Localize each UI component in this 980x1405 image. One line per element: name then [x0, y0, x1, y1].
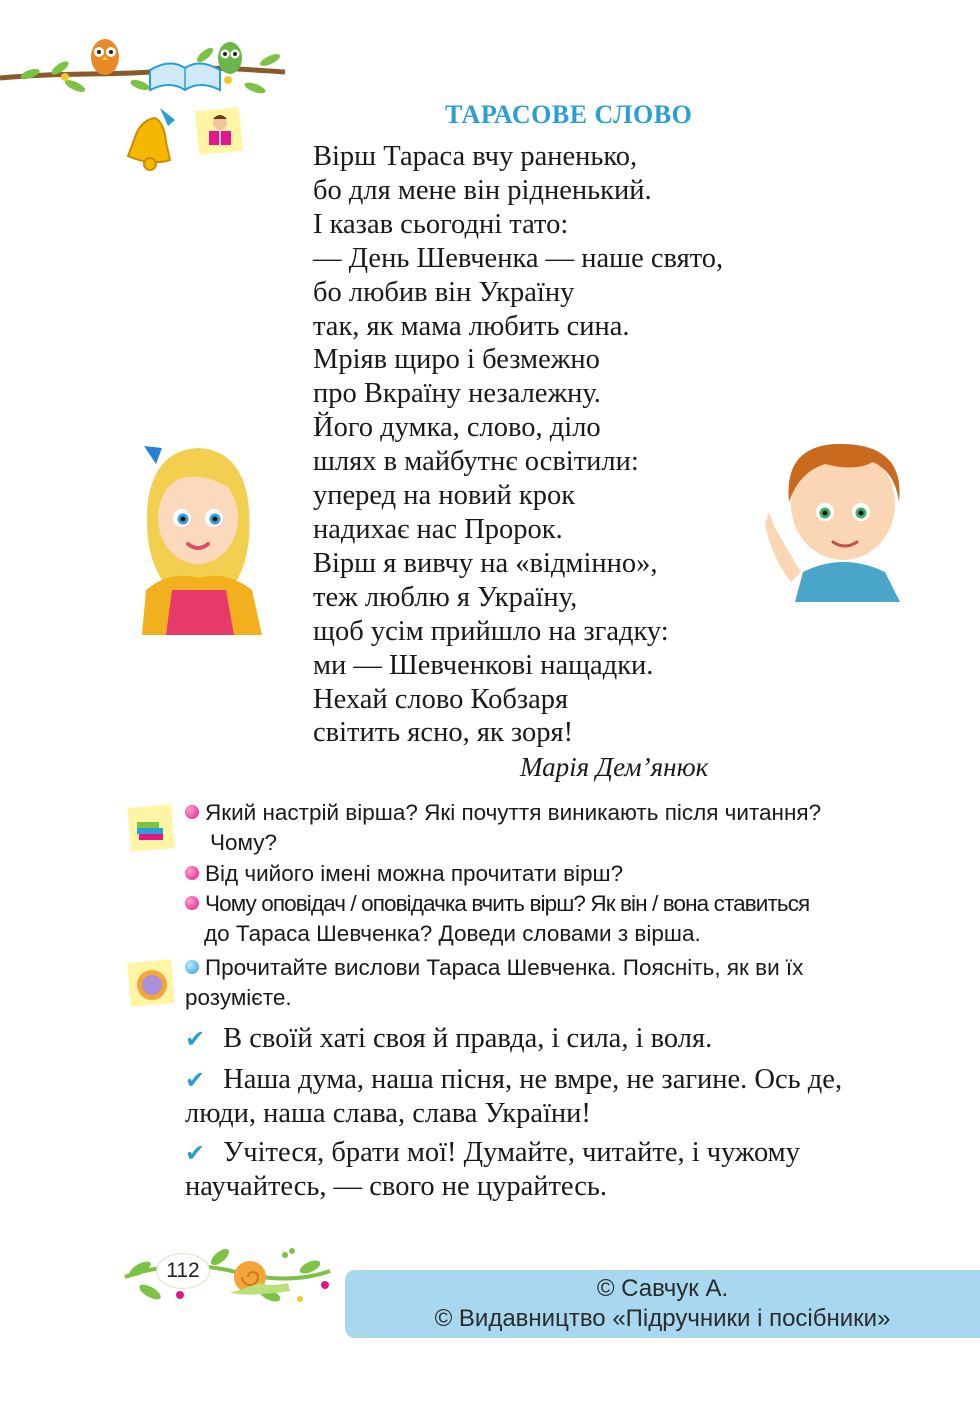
poem-line: Його думка, слово, діло — [313, 412, 601, 444]
books-note-icon — [125, 800, 179, 856]
question-text: Який настрій вірша? Які почуття виникають після читання? — [205, 800, 822, 825]
poem-line: світить ясно, як зоря! — [313, 717, 574, 749]
question-2 — [185, 859, 623, 889]
branch-with-owls-and-book — [0, 30, 290, 110]
copyright-box — [345, 1270, 980, 1338]
quote-text: В своїй хаті своя й правда, і сила, і воля. — [223, 1023, 713, 1054]
poem-line: шлях в майбутнє освітили: — [313, 446, 639, 478]
poem-line: Нехай слово Кобзаря — [313, 683, 569, 715]
quote-text: Наша дума, наша пісня, не вмре, не загине. Ось де, люди, наша слава, слава України! — [185, 1064, 843, 1129]
poem-line: Мріяв щиро і безмежно — [313, 344, 600, 376]
quote-text: Учітеся, брати мої! Думайте, читайте, і чужому научайтесь, — свого не цурайтесь. — [185, 1137, 800, 1202]
poem-line: бо для мене він рідненький. — [313, 174, 652, 206]
check-icon: ✔ — [185, 1066, 206, 1094]
poem-line: так, як мама любить сина. — [313, 310, 630, 342]
bullet-icon — [185, 866, 199, 880]
boy-illustration — [755, 432, 920, 602]
check-icon: ✔ — [185, 1139, 206, 1167]
poem-line: бо любив він Україну — [313, 276, 575, 308]
page-number: 112 — [156, 1253, 210, 1289]
question-1 — [185, 798, 925, 828]
palette-note-icon — [125, 955, 179, 1011]
poem-line: ми — Шевченкові нащадки. — [313, 649, 654, 681]
question-3-cont: до Тараса Шевченка? Доведи словами з вірша. — [204, 921, 701, 946]
poem-line: Вірш я вивчу на «відмінно», — [313, 547, 658, 579]
poem-author: Марія Дем’янюк — [520, 752, 709, 782]
check-icon: ✔ — [185, 1025, 206, 1053]
poem-line: І казав сьогодні тато: — [313, 208, 569, 240]
bullet-icon — [185, 805, 199, 819]
question-3 — [185, 889, 809, 919]
question-4 — [185, 953, 803, 983]
poem-line: надихає нас Пророк. — [313, 513, 563, 545]
question-text: Від чийого імені можна прочитати вірш? — [205, 861, 624, 886]
question-text: Прочитайте вислови Тараса Шевченка. Поясніть, як ви їх — [205, 955, 804, 980]
poem-line: уперед на новий крок — [313, 480, 576, 512]
bullet-icon — [185, 896, 199, 910]
quote-1 — [185, 1022, 915, 1056]
poem-line: Вірш Тараса вчу раненько, — [313, 141, 638, 172]
question-text: Чому оповідач / оповідачка вчить вірш? Як він / вона ставиться — [205, 891, 810, 916]
snail-flowers-decoration — [120, 1237, 335, 1309]
question-4-cont: розумієте. — [185, 985, 292, 1010]
poem-title: ТАРАСОВЕ СЛОВО — [445, 100, 693, 129]
reading-child-note-icon — [193, 103, 248, 158]
girl-illustration — [130, 440, 270, 635]
poem-text — [313, 140, 723, 750]
quote-2 — [185, 1063, 915, 1131]
school-bell-icon — [120, 100, 190, 175]
bullet-icon — [185, 960, 199, 974]
question-1-cont: Чому? — [210, 830, 277, 855]
quote-3 — [185, 1136, 915, 1204]
poem-line: про Вкраїну незалежну. — [313, 378, 601, 410]
poem-line: щоб усім прийшло на згадку: — [313, 615, 669, 647]
copyright-author: © Савчук А. — [596, 1275, 729, 1302]
poem-line: — День Шевченка — наше свято, — [313, 242, 724, 274]
poem-line: теж люблю я Україну, — [313, 581, 578, 613]
copyright-publisher: © Видавництво «Підручники і посібники» — [434, 1305, 891, 1332]
